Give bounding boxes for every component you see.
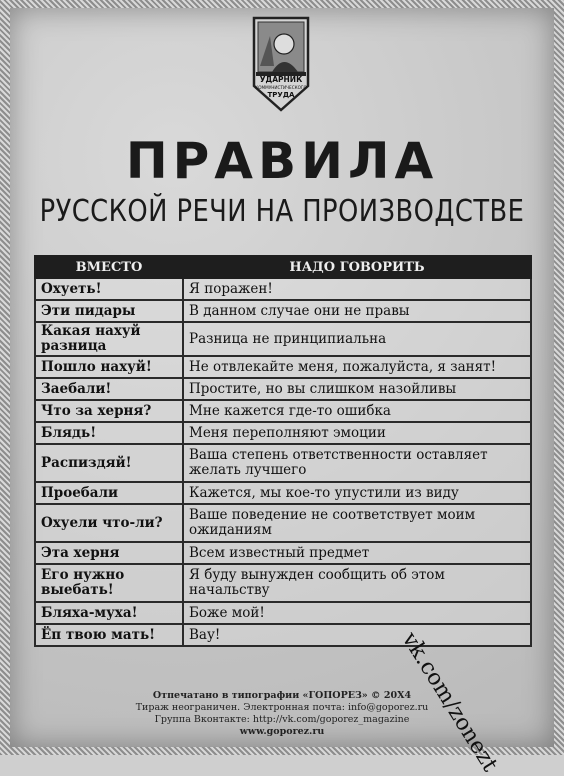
header-should-say: НАДО ГОВОРИТЬ: [183, 256, 531, 278]
instead-phrase: Охуеть!: [35, 278, 183, 300]
should-say-phrase: Боже мой!: [183, 602, 531, 624]
footer-printed: Отпечатано в типографии «ГОПОРЕЗ» © 20Х4: [152, 690, 412, 701]
table-row: [35, 300, 531, 322]
instead-phrase: Пошло нахуй!: [35, 356, 183, 378]
instead-phrase: Распиздяй!: [35, 444, 183, 482]
instead-phrase: Эти пидары: [35, 300, 183, 322]
table-row: [35, 444, 531, 482]
table-row: [35, 378, 531, 400]
watermark: vk.com/zonezt: [396, 628, 503, 776]
should-say-phrase: В данном случае они не правы: [183, 300, 531, 322]
should-say-phrase: Простите, но вы слишком назойливы: [183, 378, 531, 400]
should-say-phrase: Мне кажется где-то ошибка: [183, 400, 531, 422]
instead-phrase: Эта херня: [35, 542, 183, 564]
table-header-row: [35, 256, 531, 278]
footer-circulation: Тираж неограничен. Электронная почта: info@goporez.ru: [135, 702, 429, 713]
emblem-line3: ТРУДА: [267, 91, 295, 99]
table-row: [35, 602, 531, 624]
instead-phrase: Блядь!: [35, 422, 183, 444]
table-row: [35, 278, 531, 300]
instead-phrase: Его нужно выебать!: [35, 564, 183, 602]
emblem-badge: [250, 16, 312, 112]
instead-phrase: Ёп твою мать!: [35, 624, 183, 646]
should-say-phrase: Я поражен!: [183, 278, 531, 300]
should-say-phrase: Кажется, мы кое-то упустили из виду: [183, 482, 531, 504]
instead-phrase: Бляха-муха!: [35, 602, 183, 624]
instead-phrase: Что за херня?: [35, 400, 183, 422]
rules-table: [34, 255, 532, 647]
emblem-line1: УДАРНИК: [259, 75, 303, 84]
should-say-phrase: Я буду вынужден сообщить об этом начальству: [183, 564, 531, 602]
table-row: [35, 564, 531, 602]
should-say-phrase: Всем известный предмет: [183, 542, 531, 564]
instead-phrase: Охуели что-ли?: [35, 504, 183, 542]
should-say-phrase: Ваша степень ответственности оставляет желать лучшего: [183, 444, 531, 482]
footer-site: www.goporez.ru: [239, 726, 325, 737]
instead-phrase: Заебали!: [35, 378, 183, 400]
should-say-phrase: Вау!: [183, 624, 531, 646]
emblem-line2: КОММУНИСТИЧЕСКОГО: [255, 85, 307, 90]
should-say-phrase: Ваше поведение не соответствует моим ожиданиям: [183, 504, 531, 542]
table-row: [35, 356, 531, 378]
poster-title: ПРАВИЛА: [125, 132, 439, 190]
table-row: [35, 322, 531, 356]
table-row: [35, 422, 531, 444]
instead-phrase: Какая нахуй разница: [35, 322, 183, 356]
instead-phrase: Проебали: [35, 482, 183, 504]
portrait-icon: [274, 34, 294, 54]
table-row: [35, 624, 531, 646]
should-say-phrase: Меня переполняют эмоции: [183, 422, 531, 444]
table-row: [35, 504, 531, 542]
table-row: [35, 542, 531, 564]
table-row: [35, 400, 531, 422]
footer-group: Группа Вконтакте: http://vk.com/goporez_magazine: [154, 714, 410, 725]
poster-subtitle: РУССКОЙ РЕЧИ НА ПРОИЗВОДСТВЕ: [39, 194, 525, 229]
header-instead: ВМЕСТО: [35, 256, 183, 278]
table-row: [35, 482, 531, 504]
should-say-phrase: Разница не принципиальна: [183, 322, 531, 356]
should-say-phrase: Не отвлекайте меня, пожалуйста, я занят!: [183, 356, 531, 378]
